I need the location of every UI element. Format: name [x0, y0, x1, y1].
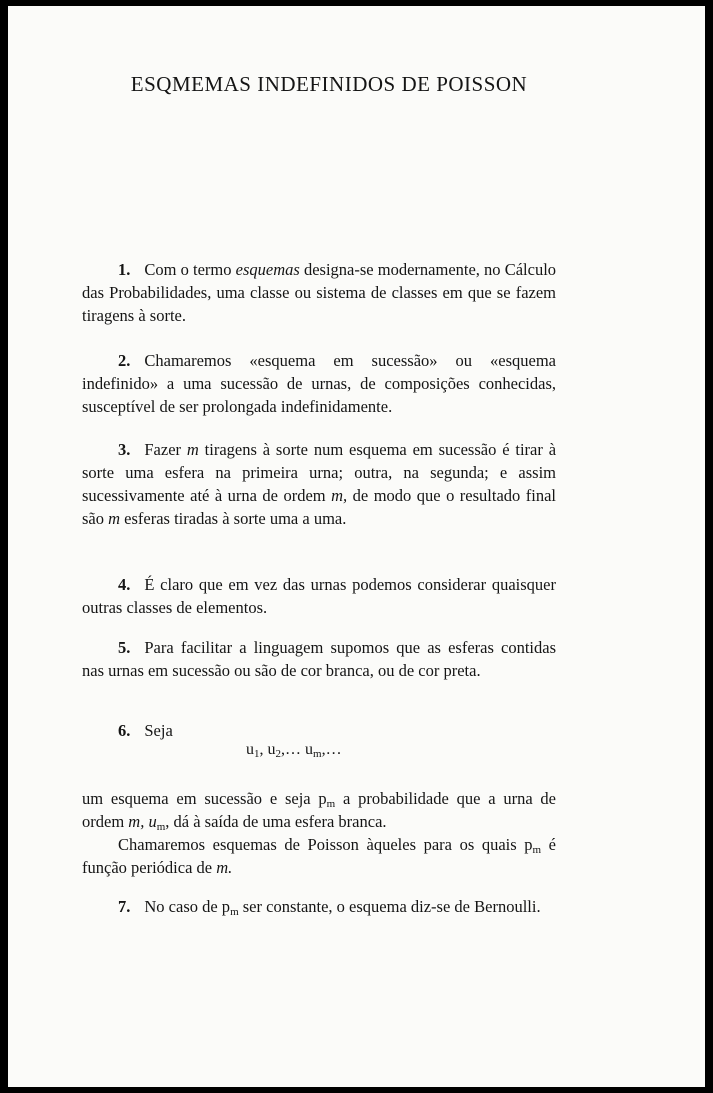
section-emphasis: m, u	[128, 812, 157, 831]
section-text: um esquema em sucessão e seja p	[82, 789, 327, 808]
section-number: 2.	[118, 351, 131, 370]
section-text: É claro que em vez das urnas podemos considerar quaisquer outras classes de elementos.	[82, 575, 556, 617]
section-1	[82, 258, 556, 327]
section-number: 3.	[118, 440, 131, 459]
section-emphasis: m	[108, 509, 121, 528]
section-emphasis: m	[186, 440, 199, 459]
section-7: 7. No caso de $p_m$ ser constante, o esquema diz-se de Bernoulli.	[118, 897, 541, 918]
section-text: Seja	[144, 721, 173, 740]
section-text: Com o termo	[144, 260, 232, 279]
section-number: 1.	[118, 260, 131, 279]
section-text: Chamaremos esquemas de Poisson àqueles para os quais p	[118, 835, 533, 854]
section-6-heading	[82, 719, 556, 742]
section-text: é função periódica de	[82, 835, 556, 877]
section-emphasis: esquemas	[235, 260, 300, 279]
section-3	[82, 438, 556, 530]
section-text: Para facilitar a linguagem supomos que as esferas contidas nas urnas em sucessão ou são de cor branca, ou de cor preta.	[82, 638, 556, 680]
section-4	[82, 573, 556, 619]
section-5	[82, 636, 556, 682]
section-text: Chamaremos «esquema em sucessão» ou «esquema indefinido» a uma sucessão de urnas, de composições conhecidas, susceptível de ser prolongada indefinidamente.	[82, 351, 556, 416]
section-6-body: um esquema em sucessão e seja $p_m$ a probabilidade que a urna de ordem m, $u_m$, dá à saída de uma esfera branca. Chamaremos esquemas de Poisson àqueles para os quais $p_m$ é função periódica de m.	[82, 789, 556, 877]
section-text: esferas tiradas à sorte uma a uma.	[124, 509, 347, 528]
sequence-formula: $u_1$, $u_2,\dots$ $u_m,\dots$	[246, 741, 342, 760]
section-number: 4.	[118, 575, 131, 594]
section-text: , dá à saída de uma esfera branca.	[165, 812, 387, 831]
section-text: de modo que o resultado final são	[82, 486, 557, 528]
section-number: 7.	[118, 897, 131, 916]
section-number: 5.	[118, 638, 131, 657]
page-title: ESQMEMAS INDEFINIDOS DE POISSON	[130, 72, 528, 96]
section-text: No caso de p	[144, 897, 231, 916]
section-text: Fazer	[144, 440, 182, 459]
section-text: ser constante, o esquema diz-se de Bernoulli.	[242, 897, 541, 916]
section-number: 6.	[118, 721, 131, 740]
section-text: a probabilidade que a urna de ordem	[82, 789, 556, 831]
section-2	[82, 349, 556, 418]
section-text: designa-se modernamente, no Cálculo das Probabilidades, uma classe ou sistema de classes em que se fazem tiragens à sorte.	[82, 260, 557, 325]
section-emphasis: m,	[331, 486, 348, 505]
section-emphasis: m.	[216, 858, 233, 877]
page	[8, 6, 705, 1087]
section-text: tiragens à sorte num esquema em sucessão é tirar à sorte uma esfera na primeira urna; outra, na segunda; e assim sucessivamente até à urna de ordem	[82, 440, 557, 505]
